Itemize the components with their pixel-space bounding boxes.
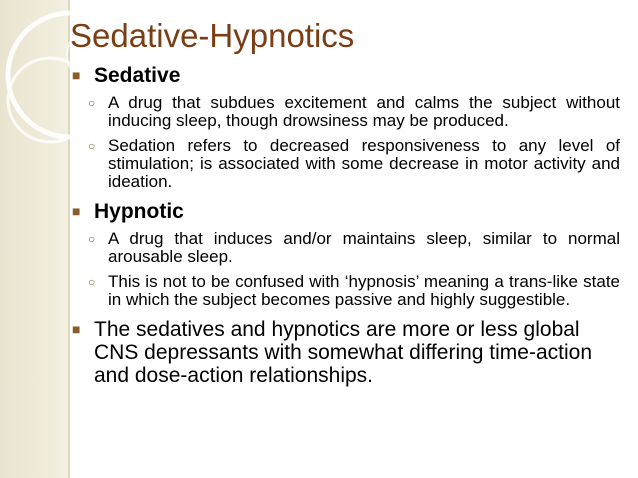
sub-point-text: This is not to be confused with ‘hypnosis’ meaning a trans-like state in which the subject becomes passive and highly suggestible. — [108, 272, 620, 309]
circle-bullet-icon: ○ — [88, 139, 96, 153]
circle-bullet-icon: ○ — [88, 275, 96, 289]
circle-bullet-icon: ○ — [88, 232, 96, 246]
slide-title: Sedative-Hypnotics — [70, 17, 355, 54]
sub-point — [86, 137, 620, 191]
bullet-icon: ■ — [72, 67, 81, 83]
heading-text: Hypnotic — [94, 200, 184, 223]
heading-text: Sedative — [94, 64, 181, 87]
closing-point — [72, 318, 620, 387]
circle-bullet-icon: ○ — [88, 96, 96, 110]
sub-point-text: A drug that subdues excitement and calms the subject without inducing sleep, though drowsiness may be produced. — [108, 93, 620, 130]
closing-text: The sedatives and hypnotics are more or less global CNS depressants with somewhat differing time-action and dose-action relationships. — [94, 318, 593, 387]
slide-content — [72, 64, 620, 387]
sub-point-text: Sedation refers to decreased responsiveness to any level of stimulation; is associated with some decrease in motor activity and ideation. — [108, 136, 620, 191]
bullet-icon: ■ — [72, 203, 81, 219]
sub-point-text: A drug that induces and/or maintains sleep, similar to normal arousable sleep. — [108, 229, 620, 266]
bullet-icon: ■ — [72, 321, 81, 337]
sub-point — [86, 230, 620, 266]
section-heading-hypnotic — [72, 200, 620, 223]
section-heading-sedative — [72, 64, 620, 87]
sub-point — [86, 94, 620, 130]
sub-point — [86, 273, 620, 309]
